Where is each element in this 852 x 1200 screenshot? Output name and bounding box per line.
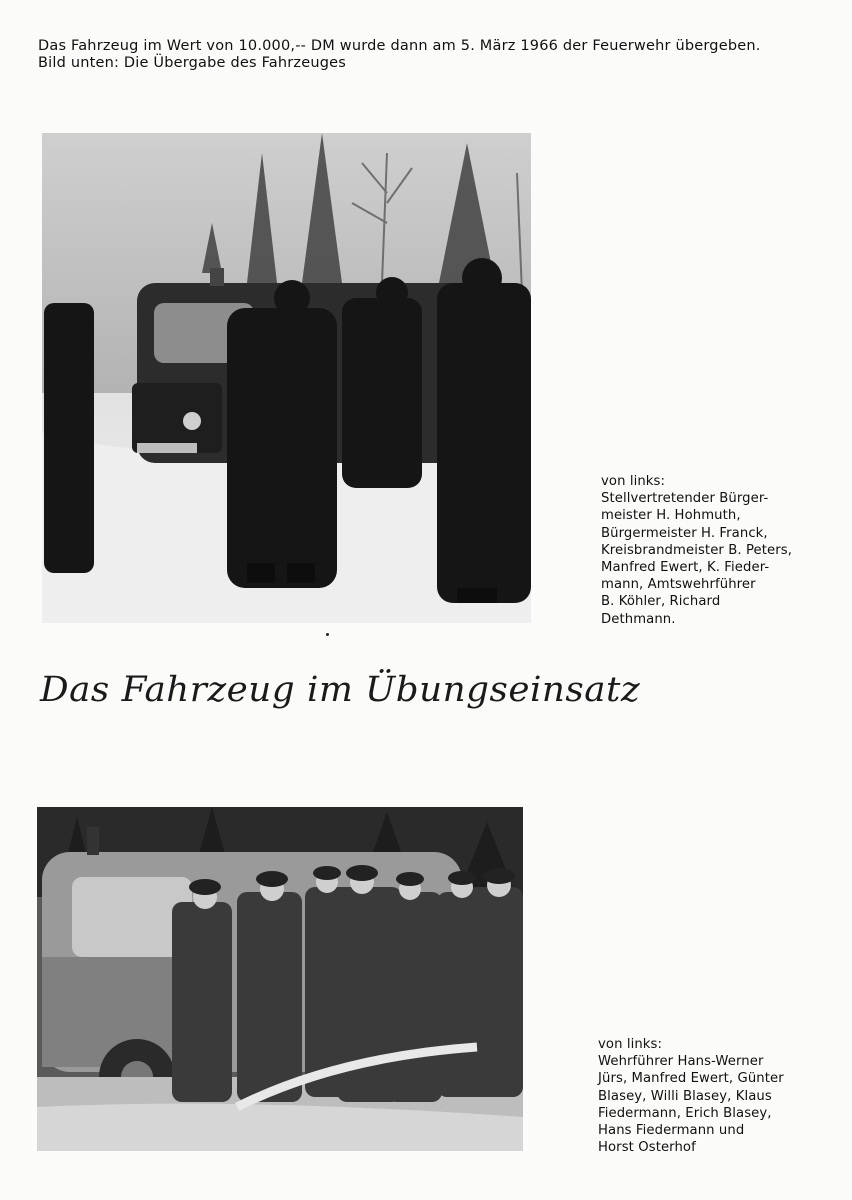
- caption-line: meister H. Hohmuth,: [601, 508, 741, 524]
- caption-line: B. Köhler, Richard: [601, 594, 721, 610]
- caption-line: von links:: [598, 1037, 663, 1052]
- caption-line: Horst Osterhof: [598, 1140, 696, 1156]
- caption-line: Kreisbrandmeister B. Peters,: [601, 542, 793, 558]
- intro-text: [38, 38, 818, 72]
- intro-line-1: Das Fahrzeug im Wert von 10.000,-- DM wurde dann am 5. März 1966 der Feuerwehr übergeben.: [38, 38, 761, 54]
- print-speck: [326, 633, 329, 636]
- caption-line: Manfred Ewert, K. Fieder-: [601, 560, 770, 576]
- handover-photo: [42, 133, 531, 623]
- exercise-photo: [37, 807, 523, 1151]
- caption-line: Jürs, Manfred Ewert, Günter: [598, 1071, 784, 1087]
- section-heading: Das Fahrzeug im Übungseinsatz: [40, 670, 641, 710]
- caption-line: Wehrführer Hans-Werner: [598, 1054, 764, 1070]
- caption-line: von links:: [601, 474, 666, 489]
- caption-line: Fiedermann, Erich Blasey,: [598, 1105, 772, 1121]
- caption-line: Blasey, Willi Blasey, Klaus: [598, 1088, 772, 1104]
- caption-line: Bürgermeister H. Franck,: [601, 525, 768, 541]
- caption-line: mann, Amtswehrführer: [601, 577, 756, 593]
- handover-caption: [601, 473, 831, 628]
- caption-line: Dethmann.: [601, 611, 676, 627]
- intro-line-2: Bild unten: Die Übergabe des Fahrzeuges: [38, 55, 347, 71]
- caption-line: Stellvertretender Bürger-: [601, 491, 769, 507]
- caption-line: Hans Fiedermann und: [598, 1123, 745, 1139]
- exercise-caption: [598, 1036, 828, 1156]
